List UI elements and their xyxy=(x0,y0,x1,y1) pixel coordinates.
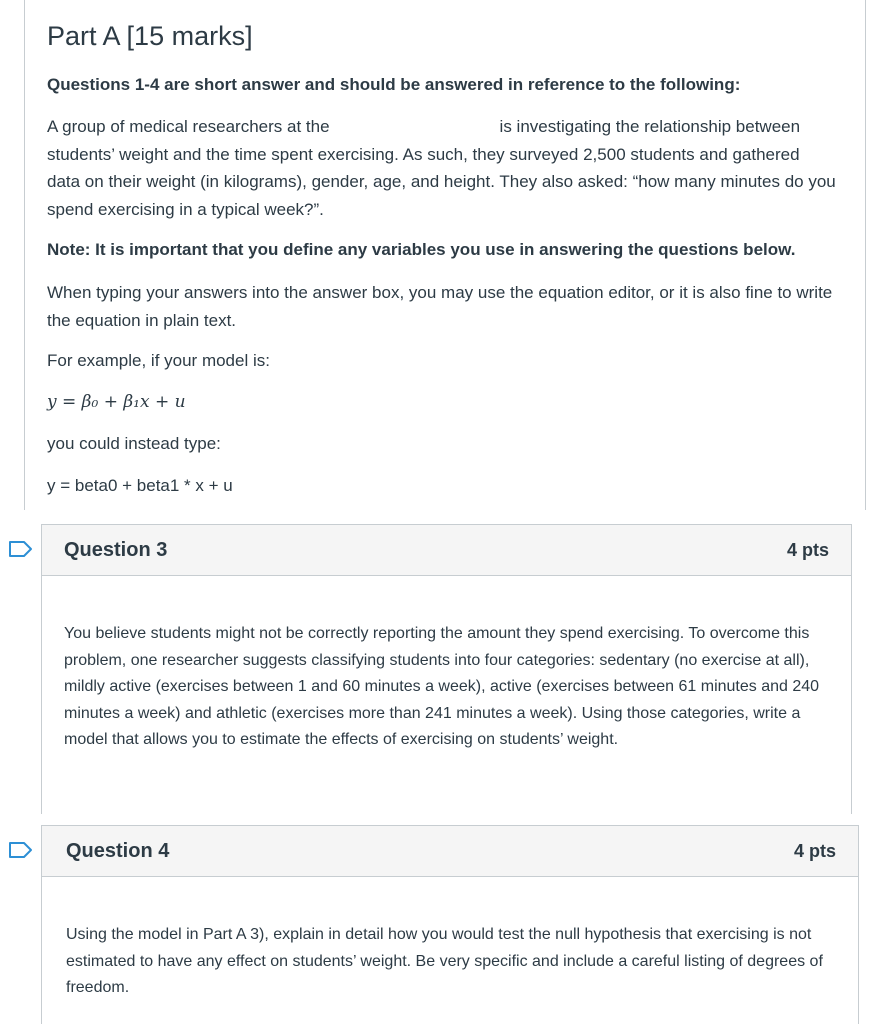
part-a-title: Part A [15 marks] xyxy=(47,21,253,51)
question-3 xyxy=(41,524,852,814)
question-title: Question 3 xyxy=(64,539,168,561)
part-a-intro: Questions 1-4 are short answer and should be answered in reference to the following: xyxy=(47,75,741,94)
part-a-section xyxy=(24,0,866,510)
model-equation: y = β₀ + β₁x + u xyxy=(47,392,186,412)
scenario-start: A group of medical researchers at the xyxy=(47,117,330,136)
scenario-paragraph xyxy=(47,113,837,223)
flag-question-icon[interactable] xyxy=(8,841,34,859)
question-header xyxy=(42,826,858,877)
question-header xyxy=(42,525,851,576)
question-text: Using the model in Part A 3), explain in detail how you would test the null hypothesis that exercising is not estimated to have any effect on students’ weight. Be very specific and include a careful listing of degrees of freedom. xyxy=(66,926,823,996)
question-4 xyxy=(41,825,859,1024)
plain-equation: y = beta0 + beta1 * x + u xyxy=(47,476,233,495)
could-type-text: you could instead type: xyxy=(47,434,221,453)
scenario-rest: is investigating the relationship between students’ weight and the time spent exercising. As such, they surveyed 2,500 students and gathered data on their weight (in kilograms), gender, age, and height. They also asked: “how many minutes do you spend exercising in a typical week?”. xyxy=(47,117,836,219)
question-points: 4 pts xyxy=(793,841,836,861)
note-text: Note: It is important that you define any variables you use in answering the questions below. xyxy=(47,240,796,259)
question-points: 4 pts xyxy=(786,540,829,560)
question-text: You believe students might not be correctly reporting the amount they spend exercising. To overcome this problem, one researcher suggests classifying students into four categories: sedentary (no exercise at all), mildly active (exercises between 1 and 60 minutes a week), active (exercises between 61 minutes and 240 minutes a week) and athletic (exercises more than 241 minutes a week). Using those categories, write a model that allows you to estimate the effects of exercising on students’ weight. xyxy=(64,625,820,748)
flag-question-icon[interactable] xyxy=(8,540,34,558)
question-title: Question 4 xyxy=(66,840,170,862)
typing-instructions: When typing your answers into the answer box, you may use the equation editor, or it is also fine to write the equation in plain text. xyxy=(47,283,833,330)
example-intro: For example, if your model is: xyxy=(47,351,270,370)
